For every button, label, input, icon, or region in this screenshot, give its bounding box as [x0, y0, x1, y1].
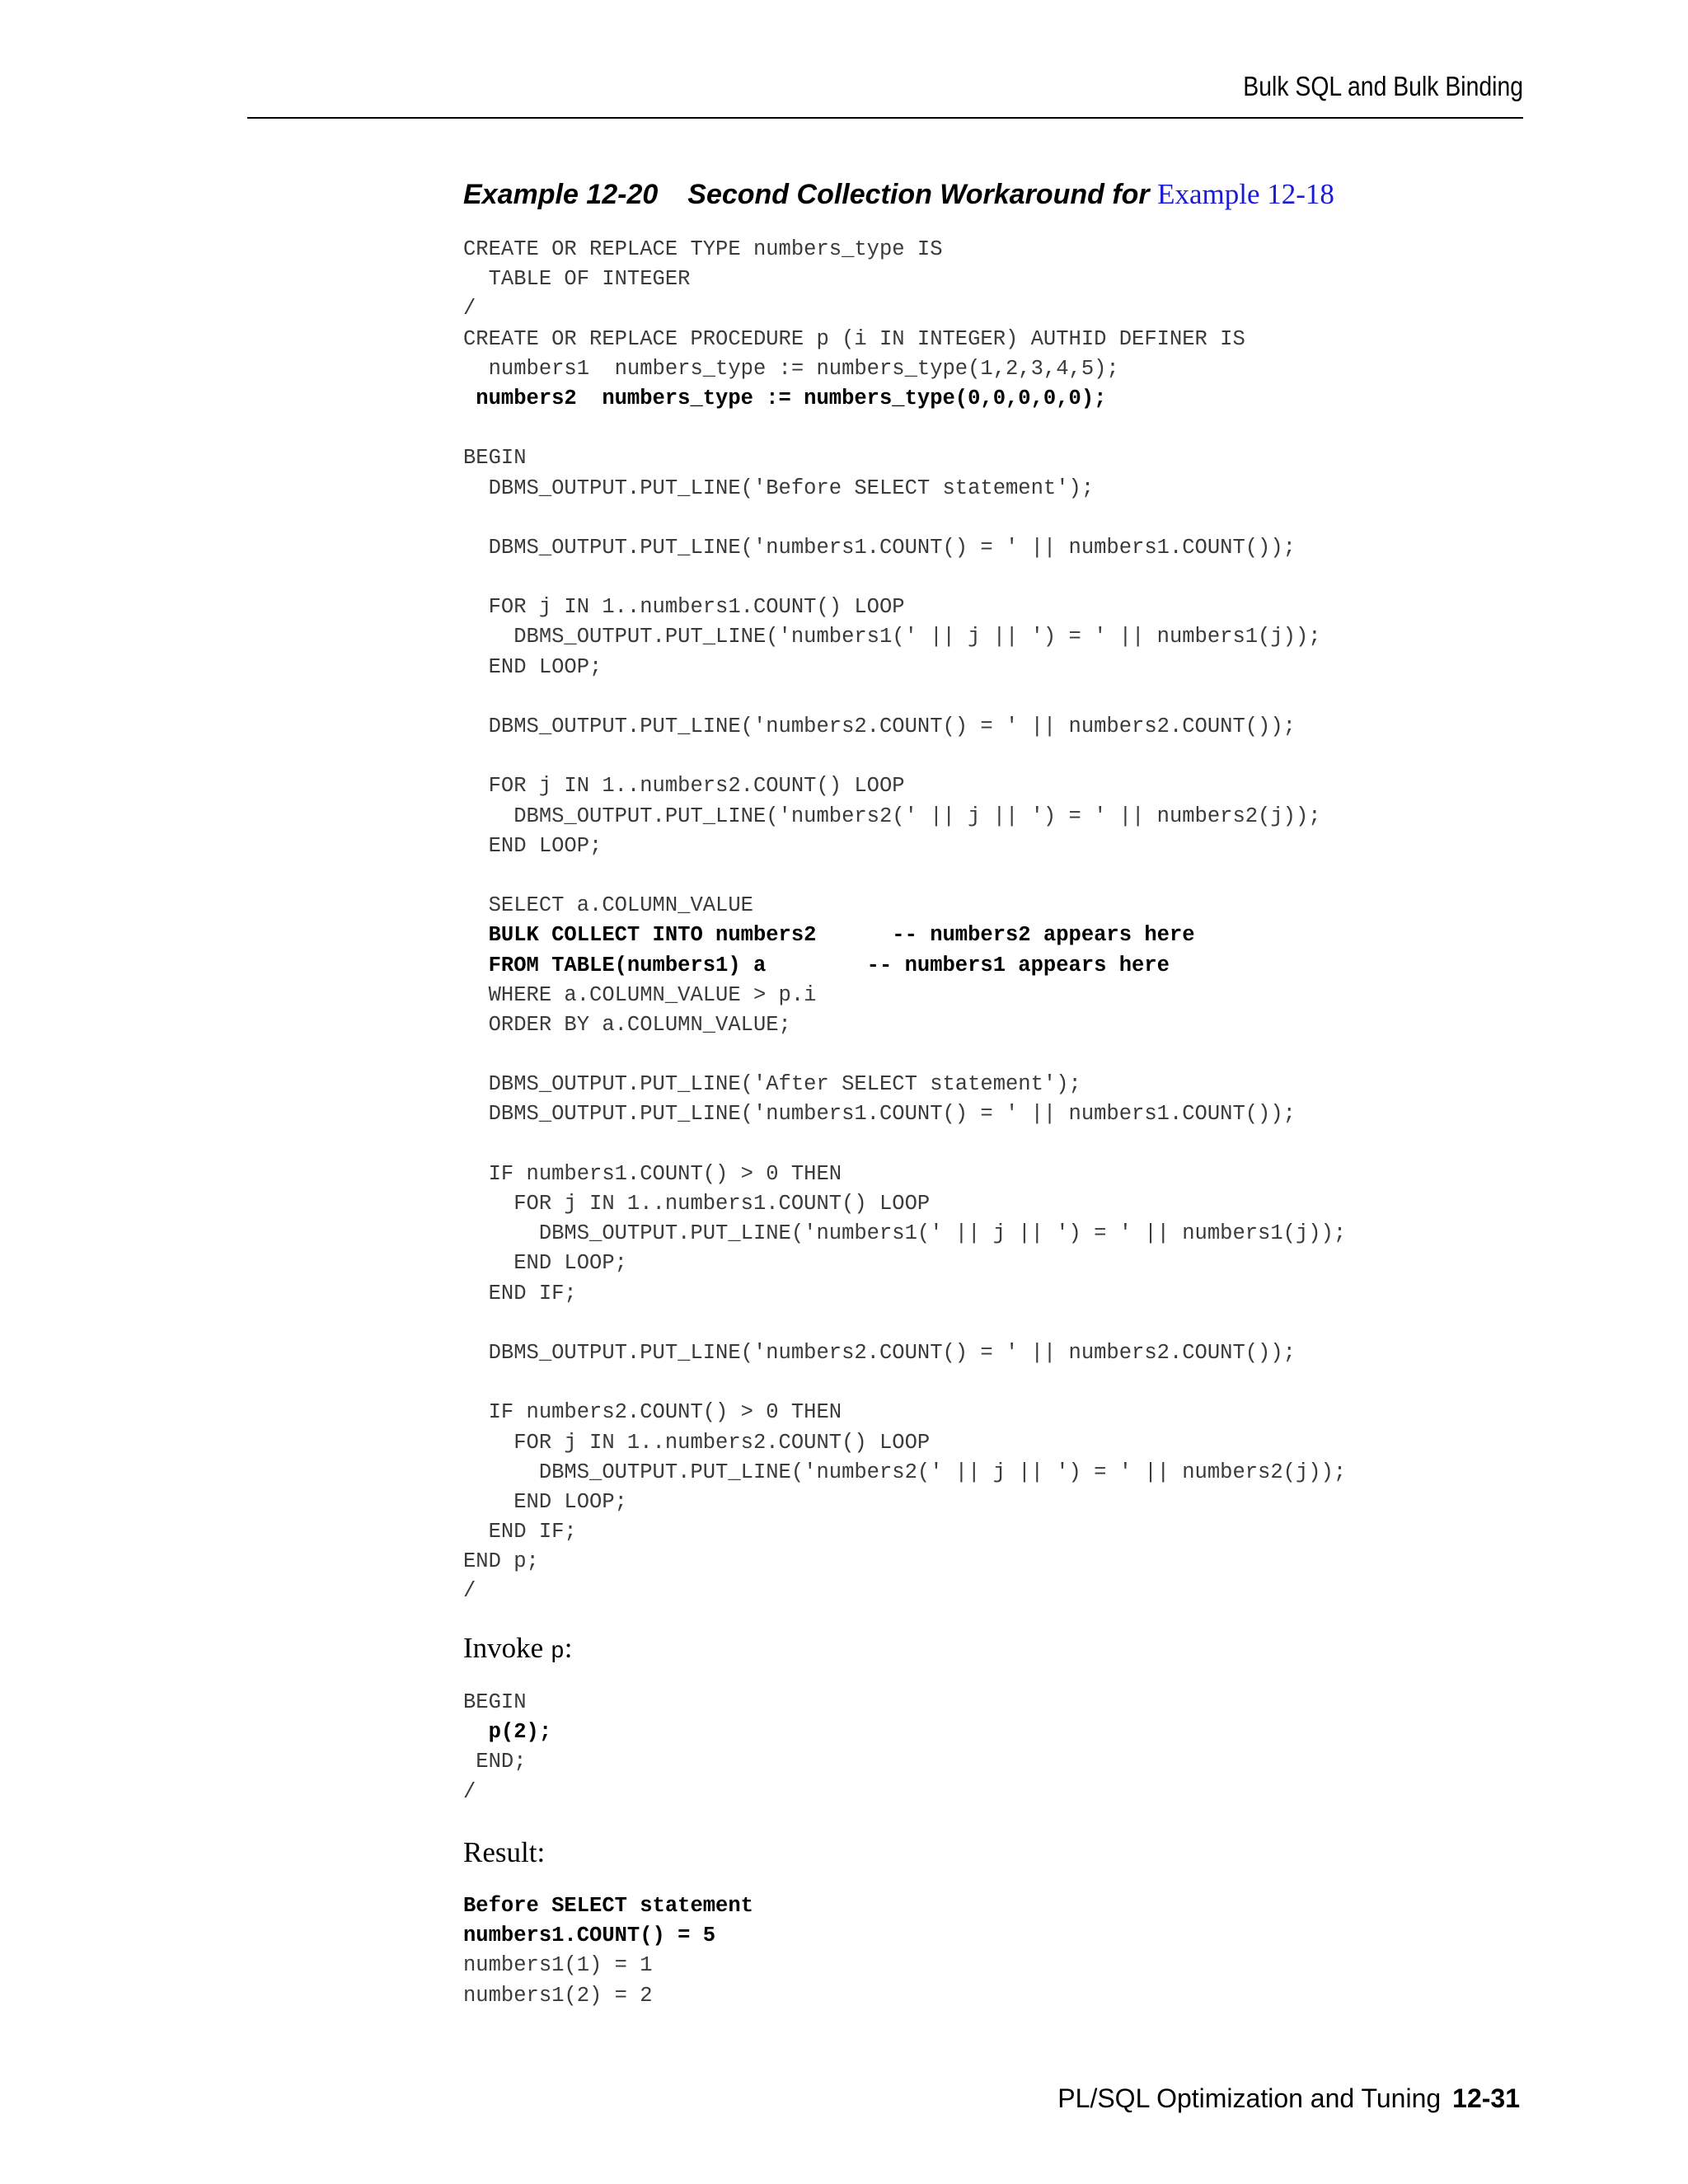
code-line: [463, 1368, 1346, 1398]
code-line: DBMS_OUTPUT.PUT_LINE('numbers1.COUNT() = ' || numbers1.COUNT());: [463, 535, 1296, 560]
code-line: FOR j IN 1..numbers2.COUNT() LOOP: [463, 1430, 931, 1455]
code-line: DBMS_OUTPUT.PUT_LINE('numbers1.COUNT() = ' || numbers1.COUNT());: [463, 1102, 1296, 1127]
code-line: FROM TABLE(numbers1) a -- numbers1 appears here: [463, 953, 1170, 977]
footer-book-title: PL/SQL Optimization and Tuning: [1057, 2083, 1442, 2113]
code-line: [463, 1309, 1346, 1338]
invoke-colon: :: [564, 1632, 573, 1664]
code-line: numbers2 numbers_type := numbers_type(0,0,0,0,0);: [463, 386, 1107, 410]
page-footer: [1057, 2083, 1520, 2114]
code-line: [463, 861, 1346, 891]
result-output-block: [463, 1891, 753, 2011]
invoke-text: Invoke: [463, 1632, 551, 1664]
header-rule: [247, 117, 1523, 119]
code-line: [463, 504, 1346, 533]
code-line: /: [463, 297, 476, 321]
code-line: /: [463, 1779, 476, 1804]
code-line: FOR j IN 1..numbers2.COUNT() LOOP: [463, 774, 905, 799]
code-line: DBMS_OUTPUT.PUT_LINE('numbers1(' || j || ') = ' || numbers1(j));: [463, 1221, 1347, 1246]
code-line: END IF;: [463, 1520, 577, 1544]
result-heading: Result:: [463, 1836, 546, 1868]
code-line: [463, 742, 1346, 771]
code-line: DBMS_OUTPUT.PUT_LINE('numbers2.COUNT() = ' || numbers2.COUNT());: [463, 715, 1296, 738]
code-line: [463, 414, 1346, 443]
code-line: DBMS_OUTPUT.PUT_LINE('After SELECT statement');: [463, 1072, 1081, 1097]
code-line: END;: [463, 1750, 527, 1774]
code-line: END LOOP;: [463, 654, 603, 679]
invoke-paragraph: [463, 1630, 573, 1671]
code-line: DBMS_OUTPUT.PUT_LINE('numbers2(' || j || ') = ' || numbers2(j));: [463, 1460, 1347, 1484]
code-line: CREATE OR REPLACE PROCEDURE p (i IN INTEGER) AUTHID DEFINER IS: [463, 326, 1245, 351]
code-line: BEGIN: [463, 446, 527, 471]
code-line: CREATE OR REPLACE TYPE numbers_type IS: [463, 237, 943, 261]
code-line: DBMS_OUTPUT.PUT_LINE('Before SELECT statement');: [463, 476, 1095, 500]
code-line: [463, 563, 1346, 593]
running-header: Bulk SQL and Bulk Binding: [1243, 71, 1523, 101]
code-line: numbers1(2) = 2: [463, 1983, 653, 2008]
code-line: DBMS_OUTPUT.PUT_LINE('numbers2.COUNT() = ' || numbers2.COUNT());: [463, 1340, 1296, 1365]
code-line: BULK COLLECT INTO numbers2 -- numbers2 appears here: [463, 923, 1195, 948]
code-line: IF numbers2.COUNT() > 0 THEN: [463, 1400, 842, 1425]
code-line: TABLE OF INTEGER: [463, 267, 691, 292]
example-title: [463, 176, 1334, 213]
code-line: WHERE a.COLUMN_VALUE > p.i: [463, 982, 817, 1007]
example-cross-reference-link[interactable]: Example 12-18: [1157, 178, 1334, 210]
code-line: BEGIN: [463, 1690, 527, 1714]
code-line: DBMS_OUTPUT.PUT_LINE('numbers1(' || j || ') = ' || numbers1(j));: [463, 625, 1321, 649]
code-line: DBMS_OUTPUT.PUT_LINE('numbers2(' || j || ') = ' || numbers2(j));: [463, 804, 1321, 828]
code-line: END IF;: [463, 1281, 577, 1305]
code-line: p(2);: [463, 1720, 552, 1745]
code-line: END LOOP;: [463, 1489, 627, 1514]
procedure-code-block: [463, 235, 1346, 1607]
code-line: IF numbers1.COUNT() > 0 THEN: [463, 1161, 842, 1186]
code-line: [463, 1130, 1346, 1160]
code-line: FOR j IN 1..numbers1.COUNT() LOOP: [463, 595, 905, 620]
invoke-code-block: [463, 1688, 551, 1807]
code-line: FOR j IN 1..numbers1.COUNT() LOOP: [463, 1192, 931, 1216]
code-line: END LOOP;: [463, 1251, 627, 1276]
code-line: END p;: [463, 1549, 539, 1574]
code-line: [463, 682, 1346, 712]
code-line: ORDER BY a.COLUMN_VALUE;: [463, 1012, 791, 1037]
code-line: [463, 1040, 1346, 1070]
code-line: /: [463, 1579, 476, 1604]
code-line: SELECT a.COLUMN_VALUE: [463, 893, 753, 918]
example-caption: Second Collection Workaround for: [687, 179, 1150, 210]
code-line: numbers1.COUNT() = 5: [463, 1924, 716, 1948]
invoke-procedure-name: p: [550, 1639, 565, 1665]
code-line: END LOOP;: [463, 833, 603, 858]
code-line: Before SELECT statement: [463, 1894, 753, 1918]
code-line: numbers1(1) = 1: [463, 1953, 653, 1978]
code-line: numbers1 numbers_type := numbers_type(1,2,3,4,5);: [463, 356, 1119, 381]
example-label: Example 12-20: [463, 179, 659, 210]
footer-page-number: 12-31: [1452, 2083, 1520, 2113]
